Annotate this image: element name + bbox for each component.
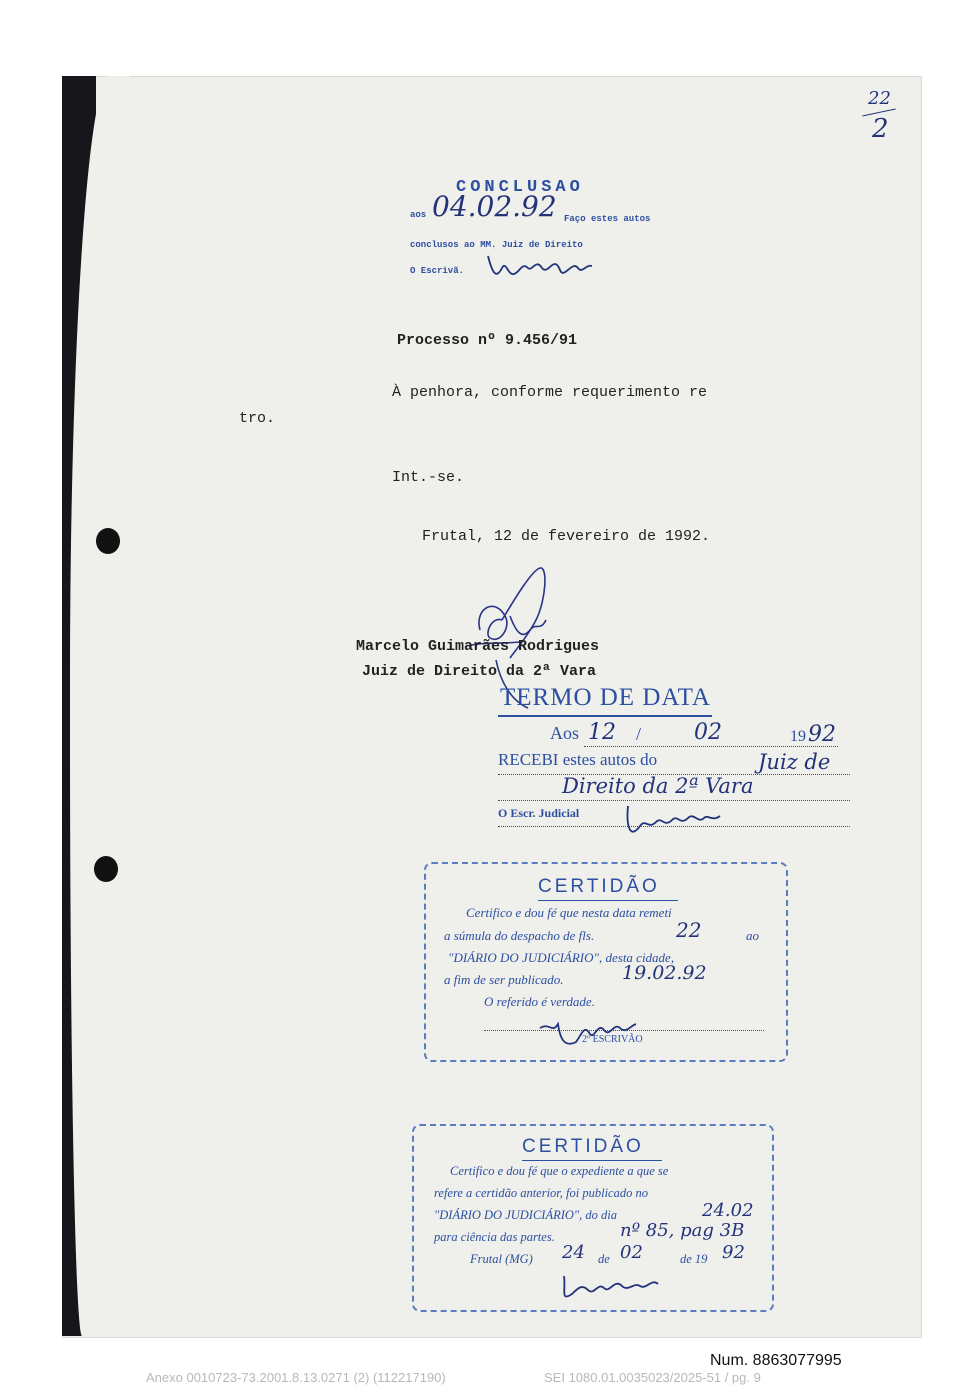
termo-year-prefix: 19 — [790, 728, 806, 745]
certidao-2-title-rule — [522, 1160, 662, 1161]
certidao-2-l5-de1: de — [598, 1252, 610, 1266]
certidao-1-l2b: ao — [746, 928, 759, 943]
text-line-2: tro. — [239, 410, 276, 427]
termo-recebi: RECEBI estes autos do — [498, 750, 658, 769]
certidao-1-l4: a fim de ser publicado. — [444, 972, 564, 987]
termo-aos: Aos — [550, 723, 580, 743]
punch-hole-bottom — [94, 856, 118, 882]
sei-reference: SEI 1080.01.0035023/2025-51 / pg. 9 — [544, 1370, 761, 1385]
certidao-2-l5-day: 24 — [562, 1242, 585, 1263]
termo-hand-1: Juiz de — [758, 750, 831, 774]
certidao-1-title: CERTIDÃO — [538, 876, 660, 897]
judge-title: Juiz de Direito da 2ª Vara — [362, 663, 597, 680]
conclusao-title: CONCLUSAO — [456, 178, 584, 197]
termo-title-rule — [498, 715, 712, 717]
certidao-1-date: 19.02.92 — [622, 962, 707, 984]
certidao-2-l5-year: 92 — [722, 1242, 745, 1263]
termo-year: 92 — [808, 722, 836, 747]
place-date: Frutal, 12 de fevereiro de 1992. — [422, 528, 711, 545]
termo-month: 02 — [694, 720, 722, 745]
conclusao-date: 04.02.92 — [432, 190, 557, 223]
certidao-1-signature — [536, 1004, 646, 1054]
certidao-2-pag: nº 85, pag 3B — [620, 1220, 745, 1241]
folio-bottom: 2 — [872, 114, 889, 144]
certidao-1-fls: 22 — [676, 918, 702, 942]
termo-hand-2: Direito da 2ª Vara — [562, 774, 754, 798]
certidao-2-l1: Certifico e dou fé que o expediente a que se — [450, 1164, 669, 1178]
certidao-1-title-rule — [538, 900, 678, 901]
conclusao-line1: Faço estes autos — [564, 214, 651, 224]
folio-top: 22 — [868, 88, 891, 109]
certidao-2-l5-month: 02 — [620, 1242, 643, 1263]
termo-date-line — [584, 746, 838, 747]
certidao-2-l2: refere a certidão anterior, foi publicado no — [434, 1186, 648, 1200]
termo-title: TERMO DE DATA — [500, 684, 711, 711]
certidao-2-l4a: para ciência das partes. — [434, 1230, 555, 1244]
certidao-2-l3a: "DIÁRIO DO JUDICIÁRIO", do dia — [434, 1208, 618, 1222]
process-number: Processo nº 9.456/91 — [397, 332, 578, 349]
termo-day: 12 — [588, 720, 616, 745]
conclusao-aos: aos — [410, 210, 427, 220]
termo-signature — [620, 796, 730, 844]
certidao-2-title: CERTIDÃO — [522, 1136, 644, 1157]
certidao-2-l5-de2: de 19 — [680, 1252, 708, 1266]
termo-escr: O Escr. Judicial — [498, 806, 580, 820]
certidao-1-l3: "DIÁRIO DO JUDICIÁRIO", desta cidade, — [448, 950, 675, 965]
judge-name: Marcelo Guimarães Rodrigues — [356, 638, 600, 655]
termo-slash-1: / — [636, 724, 642, 744]
text-line-1: À penhora, conforme requerimento re — [392, 384, 708, 401]
certidao-1-l5: O referido é verdade. — [484, 994, 595, 1009]
annex-reference: Anexo 0010723-73.2001.8.13.0271 (2) (112217190) — [146, 1370, 446, 1385]
punch-hole-top — [96, 528, 120, 554]
termo-line-4 — [498, 826, 850, 827]
certidao-1-l2a: a súmula do despacho de fls. — [444, 928, 595, 943]
int-se: Int.-se. — [392, 469, 465, 486]
document-number: Num. 8863077995 — [710, 1352, 842, 1369]
certidao-2-day: 24.02 — [702, 1200, 754, 1221]
certidao-2-signature — [556, 1262, 666, 1308]
conclusao-signature — [482, 246, 602, 286]
certidao-1-l1: Certifico e dou fé que nesta data remeti — [466, 905, 672, 920]
conclusao-line2: conclusos ao MM. Juiz de Direito — [410, 240, 583, 250]
certidao-1-footer: 2º ESCRIVÃO — [582, 1034, 643, 1045]
conclusao-line3: O Escrivã. — [410, 266, 465, 276]
certidao-2-l5a: Frutal (MG) — [470, 1252, 533, 1266]
